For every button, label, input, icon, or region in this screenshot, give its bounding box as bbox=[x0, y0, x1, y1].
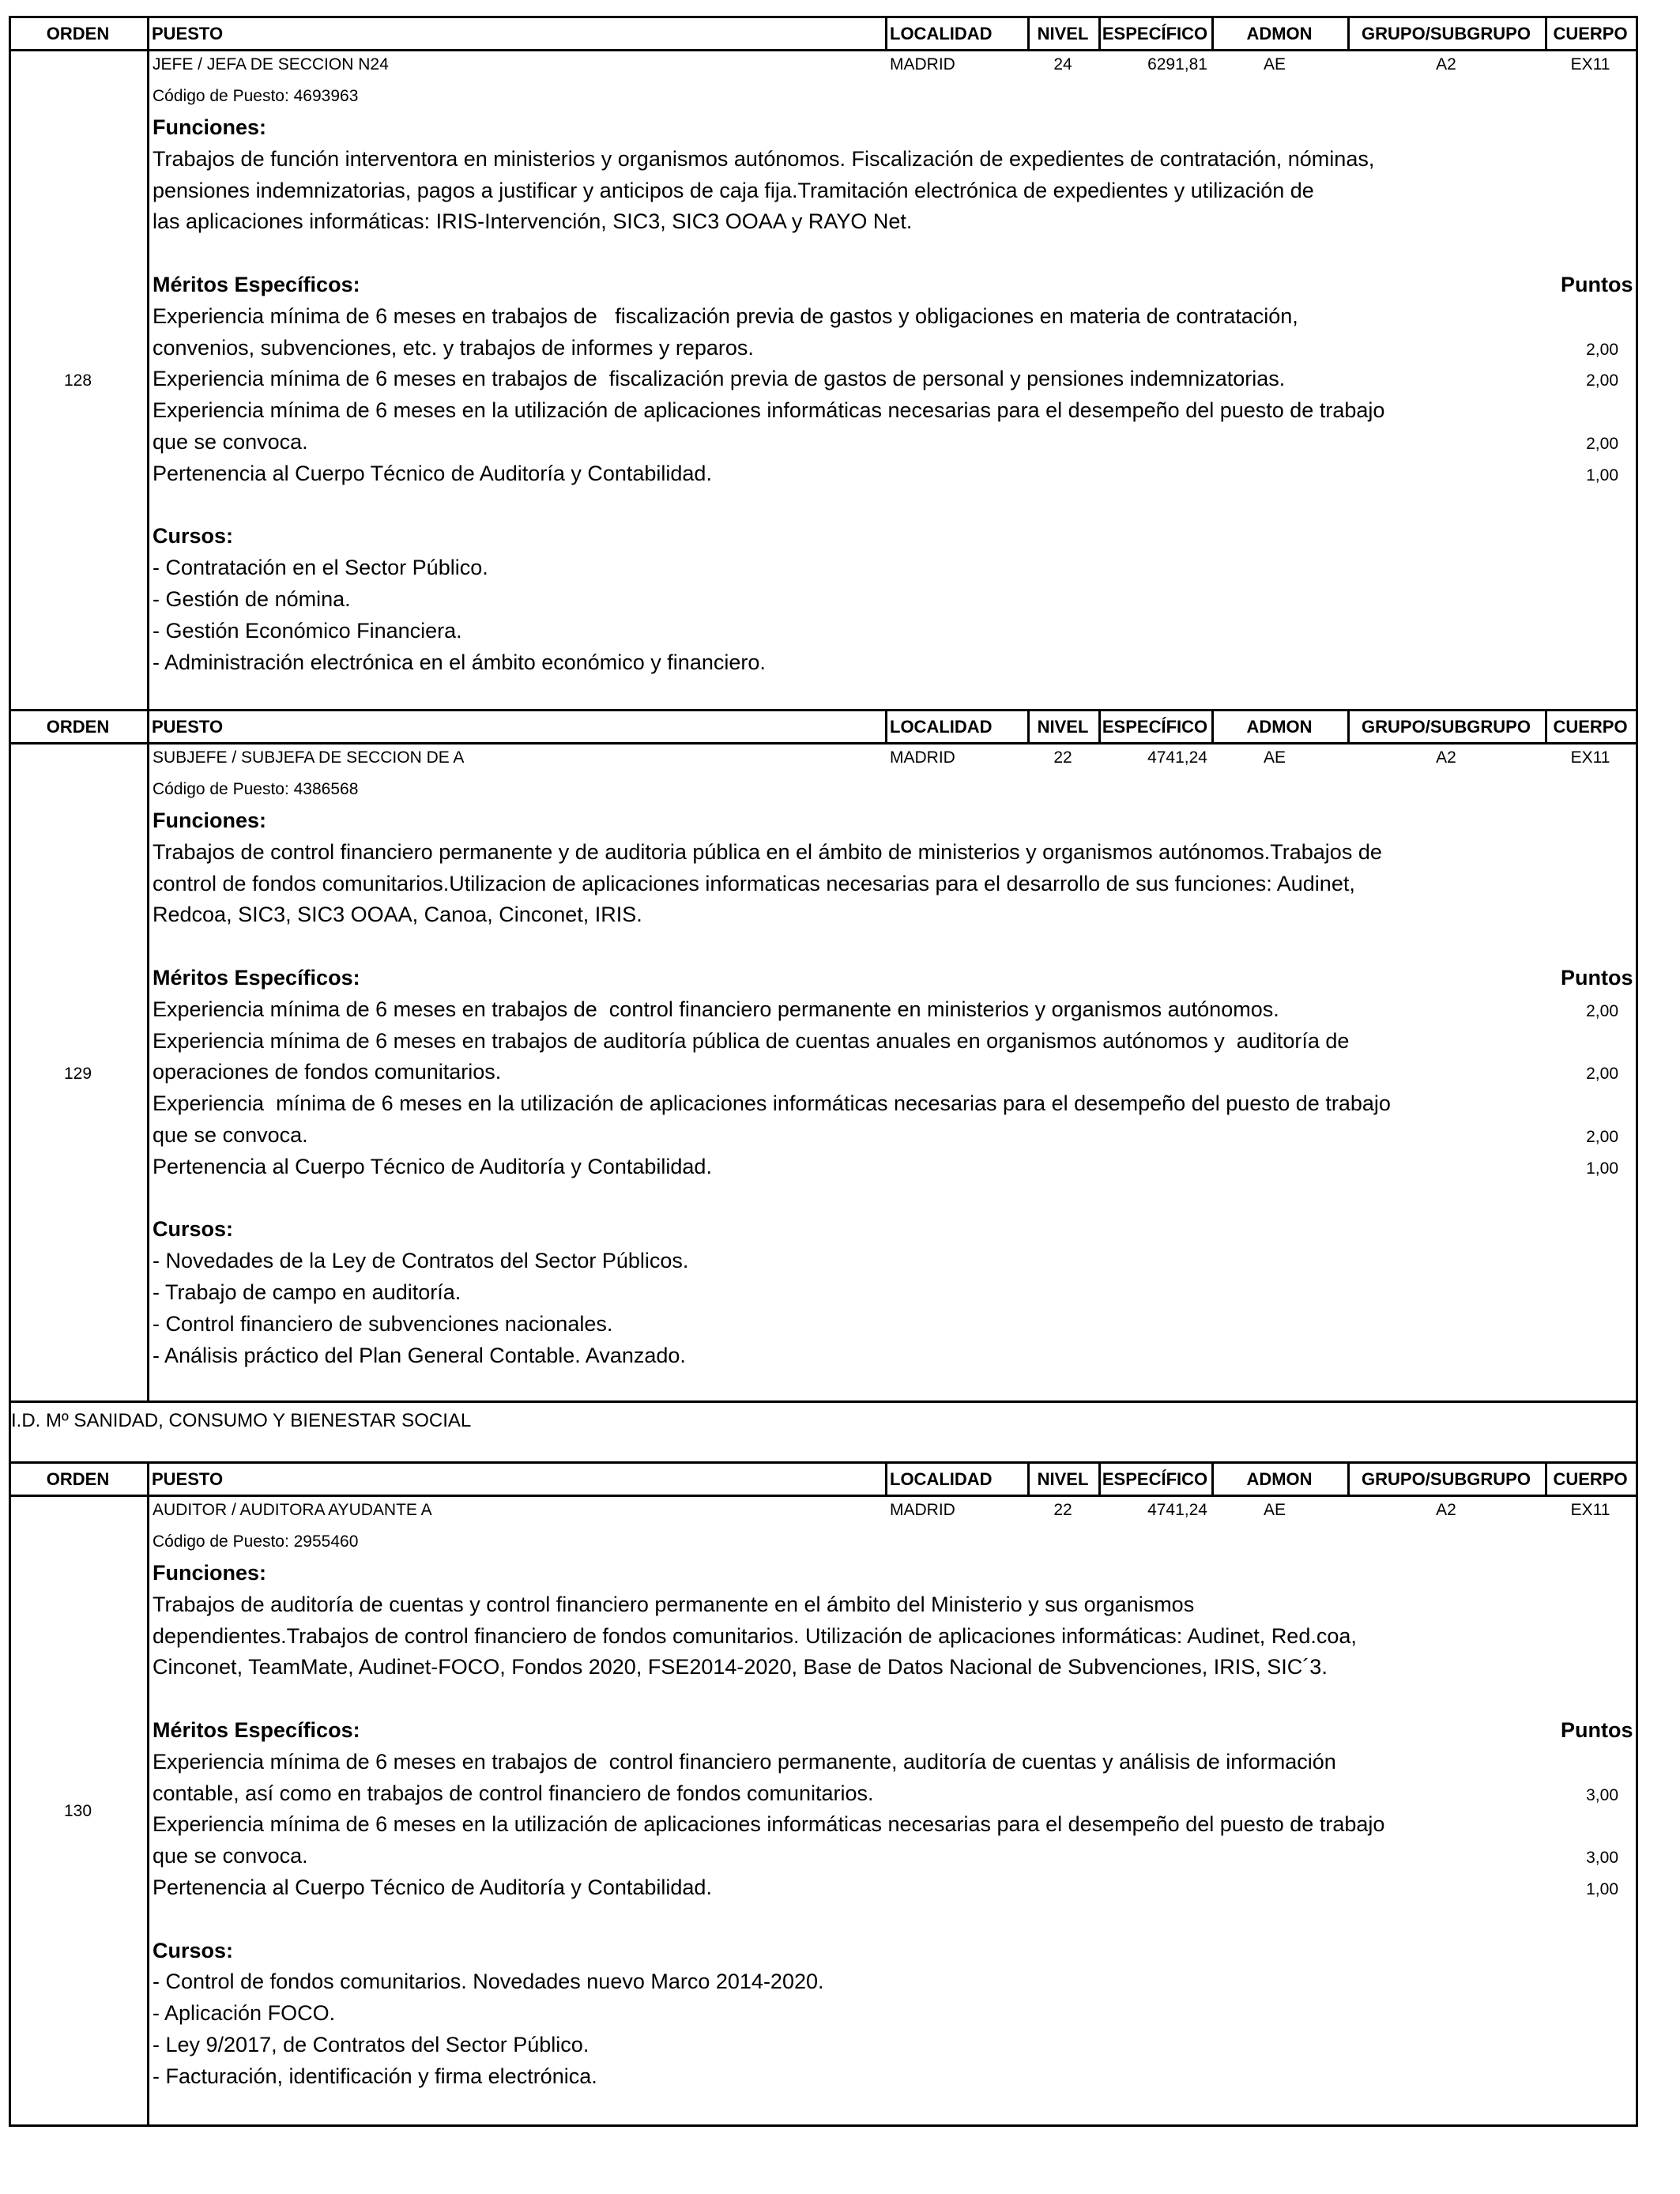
column-header-nivel: NIVEL bbox=[1037, 1469, 1089, 1489]
funciones-line: Redcoa, SIC3, SIC3 OOAA, Canoa, Cinconet, IRIS. bbox=[153, 903, 642, 927]
grupo-value: A2 bbox=[1436, 1501, 1456, 1519]
curso-line: - Aplicación FOCO. bbox=[153, 2001, 336, 2026]
column-header-puesto: PUESTO bbox=[152, 717, 224, 737]
merito-line: que se convoca. bbox=[153, 1844, 308, 1868]
column-header-cuerpo: CUERPO bbox=[1553, 717, 1628, 737]
section-right-border bbox=[1636, 1400, 1638, 1461]
column-header-admon: ADMON bbox=[1246, 717, 1313, 737]
column-header-puesto: PUESTO bbox=[152, 24, 224, 43]
column-header-nivel: NIVEL bbox=[1037, 24, 1089, 43]
merito-line: Experiencia mínima de 6 meses en la utilización de aplicaciones informáticas necesarias para el desempeño del puesto de trabajo bbox=[153, 1812, 1385, 1837]
nivel-value: 24 bbox=[1053, 55, 1072, 74]
merito-line: Experiencia mínima de 6 meses en trabajos de control financiero permanente en ministerios y organismos autónomos. bbox=[153, 997, 1279, 1021]
cuerpo-value: EX11 bbox=[1570, 55, 1610, 74]
merito-line: Pertenencia al Cuerpo Técnico de Auditoría y Contabilidad. bbox=[153, 1154, 712, 1178]
merito-line: que se convoca. bbox=[153, 1123, 308, 1147]
header-column-divider bbox=[147, 1461, 149, 1495]
curso-line: - Gestión Económico Financiera. bbox=[153, 618, 462, 643]
merito-puntos: 3,00 bbox=[1586, 1849, 1618, 1868]
curso-line: - Análisis práctico del Plan General Contable. Avanzado. bbox=[153, 1343, 686, 1367]
puntos-label: Puntos bbox=[1561, 1718, 1633, 1742]
column-header-cuerpo: CUERPO bbox=[1553, 24, 1628, 43]
section-title: I.D. Mº SANIDAD, CONSUMO Y BIENESTAR SOCIAL bbox=[11, 1410, 472, 1431]
orden-number: 128 bbox=[63, 371, 92, 390]
merito-line: Pertenencia al Cuerpo Técnico de Auditoría y Contabilidad. bbox=[153, 461, 712, 485]
curso-line: - Novedades de la Ley de Contratos del Sector Públicos. bbox=[153, 1249, 689, 1273]
merito-line: Pertenencia al Cuerpo Técnico de Auditoría y Contabilidad. bbox=[153, 1875, 712, 1899]
table-left-border bbox=[9, 16, 11, 711]
curso-line: - Control financiero de subvenciones nacionales. bbox=[153, 1311, 613, 1336]
grupo-value: A2 bbox=[1436, 55, 1456, 74]
merito-puntos: 2,00 bbox=[1586, 1128, 1618, 1146]
orden-number: 129 bbox=[63, 1065, 92, 1084]
merito-puntos: 2,00 bbox=[1586, 435, 1618, 453]
merito-puntos: 2,00 bbox=[1586, 371, 1618, 390]
merito-puntos: 2,00 bbox=[1586, 340, 1618, 359]
column-header-localidad: LOCALIDAD bbox=[890, 24, 993, 43]
puesto-name: SUBJEFE / SUBJEFA DE SECCION DE A bbox=[153, 748, 465, 767]
curso-line: - Trabajo de campo en auditoría. bbox=[153, 1280, 461, 1304]
header-column-divider bbox=[147, 16, 149, 49]
meritos-label: Méritos Específicos: bbox=[153, 966, 360, 990]
cuerpo-value: EX11 bbox=[1570, 1501, 1610, 1519]
merito-puntos: 2,00 bbox=[1586, 1065, 1618, 1084]
column-header-grupo: GRUPO/SUBGRUPO bbox=[1362, 717, 1531, 737]
nivel-value: 22 bbox=[1053, 748, 1072, 767]
column-header-orden: ORDEN bbox=[46, 24, 110, 43]
column-header-especifico: ESPECÍFICO bbox=[1102, 1469, 1208, 1489]
funciones-line: pensiones indemnizatorias, pagos a justificar y anticipos de caja fija.Tramitación electrónica de expedientes y utilización de bbox=[153, 178, 1314, 202]
orden-column-divider bbox=[147, 1495, 149, 2124]
table-right-border bbox=[1636, 1461, 1638, 2127]
merito-line: Experiencia mínima de 6 meses en trabajos de control financiero permanente, auditoría de cuentas y análisis de información bbox=[153, 1749, 1336, 1774]
puesto-name: AUDITOR / AUDITORA AYUDANTE A bbox=[153, 1501, 432, 1519]
table-bottom-border bbox=[9, 1400, 1638, 1403]
funciones-line: Cinconet, TeamMate, Audinet-FOCO, Fondos 2020, FSE2014-2020, Base de Datos Nacional de Subvenciones, IRIS, SIC´3. bbox=[153, 1655, 1328, 1679]
merito-line: Experiencia mínima de 6 meses en trabajos de fiscalización previa de gastos de personal y pensiones indemnizatorias. bbox=[153, 367, 1286, 391]
column-header-localidad: LOCALIDAD bbox=[890, 1469, 993, 1489]
admon-value: AE bbox=[1263, 55, 1286, 74]
puntos-label: Puntos bbox=[1561, 966, 1633, 990]
column-header-orden: ORDEN bbox=[46, 717, 110, 737]
orden-column-divider bbox=[147, 742, 149, 1400]
curso-line: - Contratación en el Sector Público. bbox=[153, 556, 488, 580]
nivel-value: 22 bbox=[1053, 1501, 1072, 1519]
localidad-value: MADRID bbox=[890, 55, 955, 74]
especifico-value: 4741,24 bbox=[1147, 748, 1207, 767]
curso-line: - Facturación, identificación y firma electrónica. bbox=[153, 2064, 597, 2088]
merito-line: Experiencia mínima de 6 meses en la utilización de aplicaciones informáticas necesarias para el desempeño del puesto de trabajo bbox=[153, 398, 1385, 423]
curso-line: - Administración electrónica en el ámbito económico y financiero. bbox=[153, 650, 766, 674]
localidad-value: MADRID bbox=[890, 748, 955, 767]
column-header-orden: ORDEN bbox=[46, 1469, 110, 1489]
codigo-puesto: Código de Puesto: 4693963 bbox=[153, 87, 359, 105]
funciones-label: Funciones: bbox=[153, 115, 267, 139]
cursos-label: Cursos: bbox=[153, 1217, 234, 1242]
puesto-name: JEFE / JEFA DE SECCION N24 bbox=[153, 55, 389, 74]
funciones-line: Trabajos de función interventora en ministerios y organismos autónomos. Fiscalización de expedientes de contratación, nóminas, bbox=[153, 146, 1375, 171]
merito-line: operaciones de fondos comunitarios. bbox=[153, 1060, 502, 1084]
merito-puntos: 1,00 bbox=[1586, 1880, 1618, 1898]
curso-line: - Control de fondos comunitarios. Novedades nuevo Marco 2014-2020. bbox=[153, 1970, 824, 1994]
column-header-especifico: ESPECÍFICO bbox=[1102, 24, 1208, 43]
merito-puntos: 1,00 bbox=[1586, 466, 1618, 484]
funciones-line: las aplicaciones informáticas: IRIS-Intervención, SIC3, SIC3 OOAA y RAYO Net. bbox=[153, 209, 913, 234]
puntos-label: Puntos bbox=[1561, 273, 1633, 296]
column-header-admon: ADMON bbox=[1246, 24, 1313, 43]
merito-puntos: 3,00 bbox=[1586, 1785, 1618, 1804]
curso-line: - Gestión de nómina. bbox=[153, 587, 351, 611]
merito-line: que se convoca. bbox=[153, 430, 308, 454]
column-header-admon: ADMON bbox=[1246, 1469, 1313, 1489]
table-right-border bbox=[1636, 709, 1638, 1403]
table-right-border bbox=[1636, 16, 1638, 711]
funciones-label: Funciones: bbox=[153, 1561, 267, 1585]
cursos-label: Cursos: bbox=[153, 524, 234, 548]
table-left-border bbox=[9, 709, 11, 1403]
funciones-line: Trabajos de auditoría de cuentas y control financiero permanente en el ámbito del Ministerio y sus organismos bbox=[153, 1592, 1195, 1616]
column-header-grupo: GRUPO/SUBGRUPO bbox=[1362, 24, 1531, 43]
funciones-line: dependientes.Trabajos de control financiero de fondos comunitarios. Utilización de aplicaciones informáticas: Audinet, Red.coa, bbox=[153, 1623, 1357, 1648]
table-bottom-border bbox=[9, 2124, 1638, 2127]
funciones-label: Funciones: bbox=[153, 809, 267, 832]
column-header-puesto: PUESTO bbox=[152, 1469, 224, 1489]
cuerpo-value: EX11 bbox=[1570, 748, 1610, 767]
merito-line: Experiencia mínima de 6 meses en trabajos de auditoría pública de cuentas anuales en organismos autónomos y auditoría de bbox=[153, 1028, 1350, 1053]
especifico-value: 4741,24 bbox=[1147, 1501, 1207, 1519]
especifico-value: 6291,81 bbox=[1147, 55, 1207, 74]
codigo-puesto: Código de Puesto: 4386568 bbox=[153, 780, 359, 798]
merito-line: convenios, subvenciones, etc. y trabajos de informes y reparos. bbox=[153, 335, 754, 360]
merito-puntos: 1,00 bbox=[1586, 1159, 1618, 1178]
column-header-localidad: LOCALIDAD bbox=[890, 717, 993, 737]
localidad-value: MADRID bbox=[890, 1501, 955, 1519]
codigo-puesto: Código de Puesto: 2955460 bbox=[153, 1532, 359, 1551]
merito-line: Experiencia mínima de 6 meses en la utilización de aplicaciones informáticas necesarias para el desempeño del puesto de trabajo bbox=[153, 1091, 1391, 1116]
header-column-divider bbox=[147, 709, 149, 742]
admon-value: AE bbox=[1263, 1501, 1286, 1519]
column-header-especifico: ESPECÍFICO bbox=[1102, 717, 1208, 737]
orden-column-divider bbox=[147, 49, 149, 709]
admon-value: AE bbox=[1263, 748, 1286, 767]
grupo-value: A2 bbox=[1436, 748, 1456, 767]
merito-puntos: 2,00 bbox=[1586, 1001, 1618, 1020]
column-header-grupo: GRUPO/SUBGRUPO bbox=[1362, 1469, 1531, 1489]
table-left-border bbox=[9, 1461, 11, 2127]
funciones-line: Trabajos de control financiero permanente y de auditoria pública en el ámbito de ministerios y organismos autónomos.Trabajos de bbox=[153, 839, 1382, 864]
merito-line: contable, así como en trabajos de control financiero de fondos comunitarios. bbox=[153, 1781, 874, 1805]
column-header-cuerpo: CUERPO bbox=[1553, 1469, 1628, 1489]
orden-number: 130 bbox=[63, 1801, 92, 1820]
cursos-label: Cursos: bbox=[153, 1938, 234, 1962]
funciones-line: control de fondos comunitarios.Utilizacion de aplicaciones informaticas necesarias para el desarrollo de sus funciones: Audinet, bbox=[153, 871, 1355, 895]
merito-line: Experiencia mínima de 6 meses en trabajos de fiscalización previa de gastos y obligaciones en materia de contratación, bbox=[153, 303, 1298, 328]
meritos-label: Méritos Específicos: bbox=[153, 273, 360, 296]
column-header-nivel: NIVEL bbox=[1037, 717, 1089, 737]
meritos-label: Méritos Específicos: bbox=[153, 1718, 360, 1742]
curso-line: - Ley 9/2017, de Contratos del Sector Público. bbox=[153, 2033, 590, 2056]
